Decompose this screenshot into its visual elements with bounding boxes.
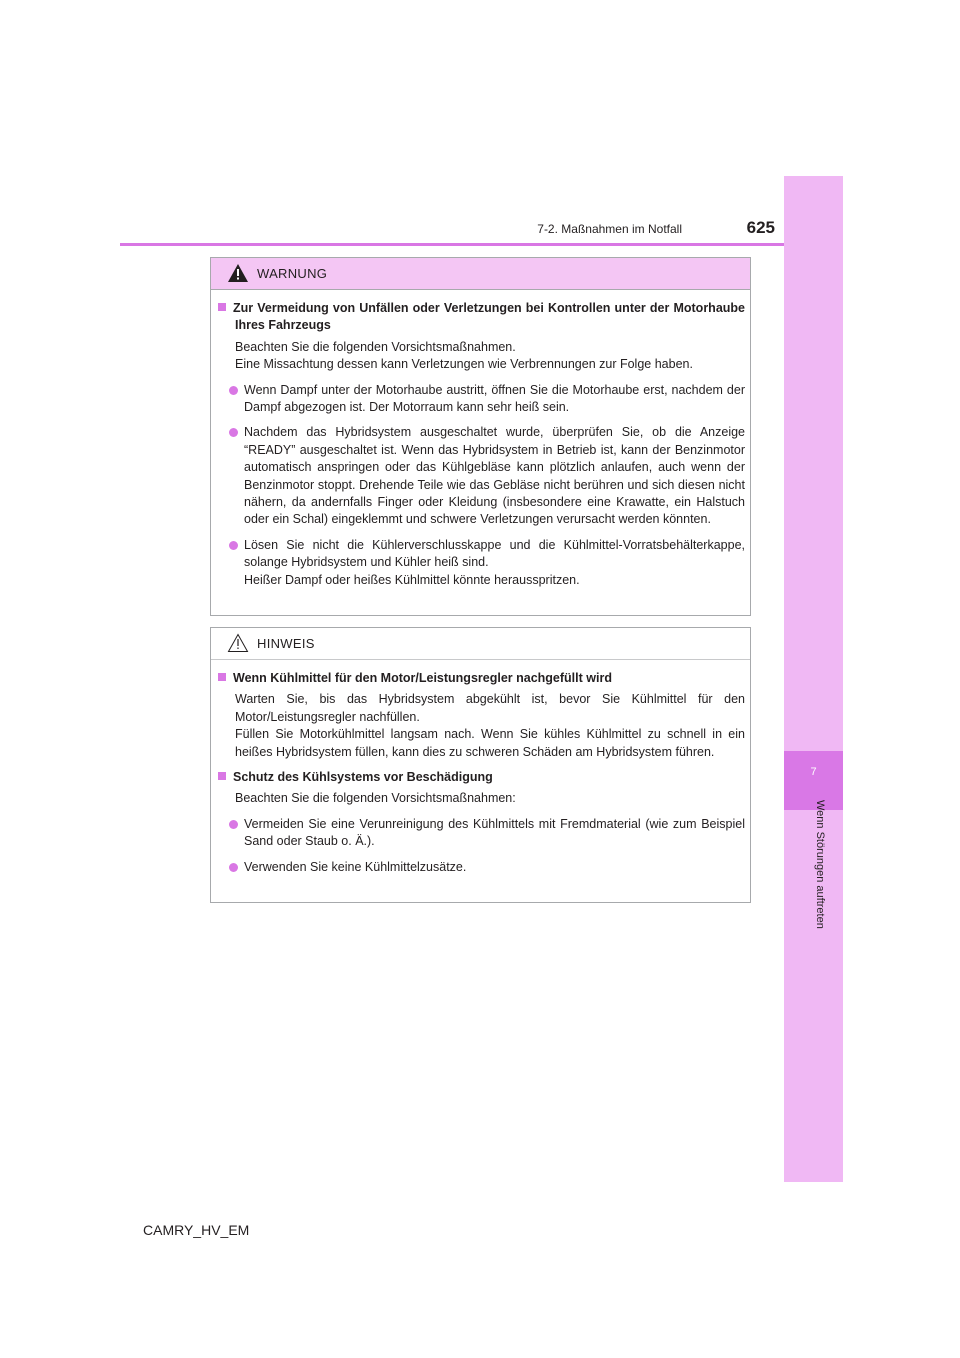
bullet-dot-icon [229,428,238,437]
warning-heading: Zur Vermeidung von Unfällen oder Verletzungen bei Kontrollen unter der Motorhaube Ihres Fahrzeugs [218,300,745,335]
warning-header [211,258,750,290]
note-header [211,628,750,660]
section-title: 7-2. Maßnahmen im Notfall [537,222,682,236]
caution-triangle-outline-icon [227,633,249,653]
note-body [218,670,745,884]
list-item: Nachdem das Hybridsystem ausgeschaltet wurde, überprüfen Sie, ob die Anzeige “READY” ausgeschaltet ist. Wenn das Hybridsystem in Betrieb ist, kann der Benzinmotor automatisch anspringen oder das Kühlgebläse kann plötzlich anlaufen, auch wenn der Benzinmotor stoppt. Drehende Teile wie das Gebläse nicht berühren und sich diesen nicht nähern, da andernfalls Finger oder Kleidung (insbesondere eine Krawatte, ein Halstuch oder ein Schal) eingeklemmt und schwere Verletzungen verursacht werden könnten. [218,424,745,528]
bullet-dot-icon [229,863,238,872]
footer-code: CAMRY_HV_EM [143,1222,250,1238]
chapter-side-tab [784,176,843,1182]
note-heading-1: Wenn Kühlmittel für den Motor/Leistungsregler nachgefüllt wird [218,670,745,687]
list-item: Vermeiden Sie eine Verunreinigung des Kühlmittels mit Fremdmaterial (wie zum Beispiel Sand oder Staub o. Ä.). [218,816,745,851]
warning-body [218,300,745,597]
bullet-dot-icon [229,820,238,829]
bullet-dot-icon [229,386,238,395]
warning-title: WARNUNG [257,266,328,281]
note-box [210,627,751,903]
note-section2-intro: Beachten Sie die folgenden Vorsichtsmaßnahmen: [235,791,516,806]
note-section1-text: Warten Sie, bis das Hybridsystem abgekühlt ist, bevor Sie Kühlmittel für den Motor/Leistungsregler nachfüllen. Füllen Sie Motorkühlmittel langsam nach. Wenn Sie kühles Kühlmittel zu schnell in ein heißes Hybridsystem füllen, kann dies zu schweren Schäden am Hybridsystem führen. [235,692,745,759]
bullet-dot-icon [229,541,238,550]
square-bullet-icon [218,772,226,780]
warning-triangle-icon [227,263,249,283]
warning-box [210,257,751,616]
note-heading-2: Schutz des Kühlsystems vor Beschädigung [218,769,745,786]
list-item: Verwenden Sie keine Kühlmittelzusätze. [218,859,745,876]
chapter-number: 7 [810,766,817,778]
header-rule [120,243,784,246]
square-bullet-icon [218,303,226,311]
note-title: HINWEIS [257,636,315,651]
square-bullet-icon [218,673,226,681]
page-number: 625 [746,218,775,237]
list-item: Lösen Sie nicht die Kühlerverschlusskappe und die Kühlmittel-Vorratsbehälterkappe, solange Hybridsystem und Kühler heiß sind. Heißer Dampf oder heißes Kühlmittel könnte herausspritzen. [218,537,745,589]
list-item: Wenn Dampf unter der Motorhaube austritt, öffnen Sie die Motorhaube erst, nachdem der Dampf abgezogen ist. Der Motorraum kann sehr heiß sein. [218,382,745,417]
chapter-label: Wenn Störungen auftreten [814,800,826,929]
warning-intro: Beachten Sie die folgenden Vorsichtsmaßnahmen. Eine Missachtung dessen kann Verletzungen wie Verbrennungen zur Folge haben. [235,339,693,372]
